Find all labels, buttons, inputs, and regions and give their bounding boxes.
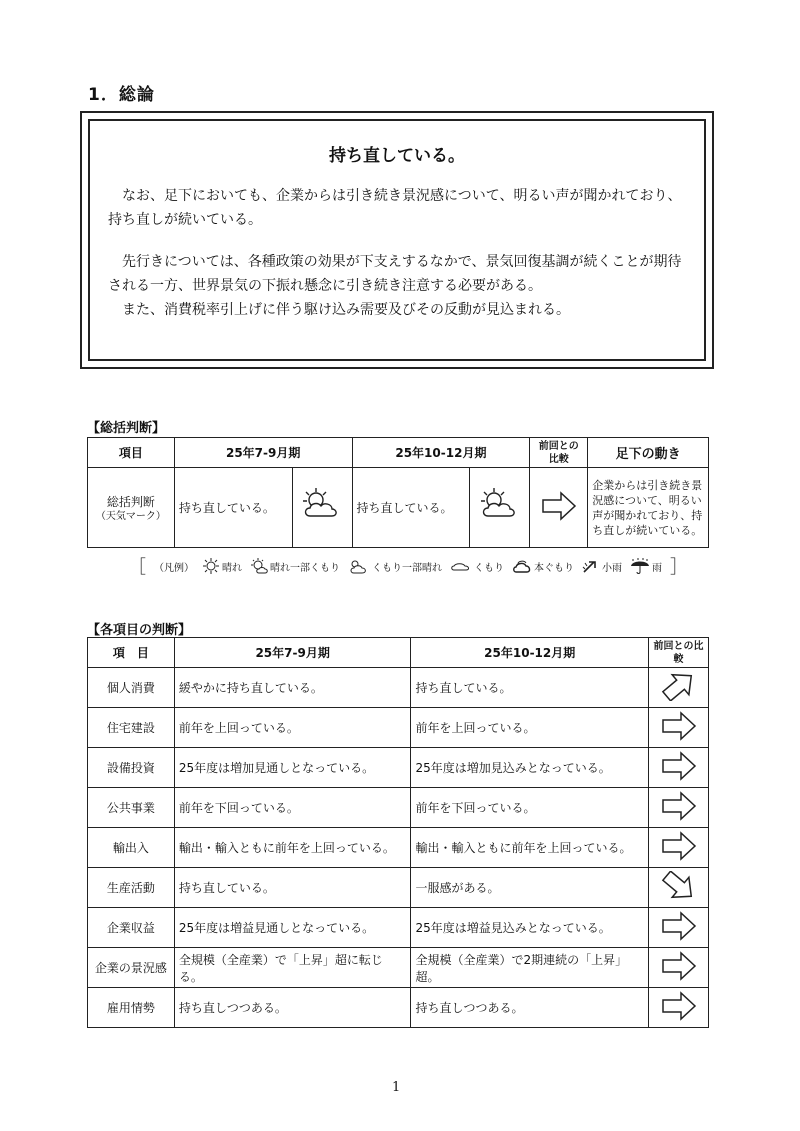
item-q1: 全規模（全産業）で「上昇」超に転じる。	[174, 948, 411, 988]
table-row	[88, 788, 709, 828]
heavy-cloud-icon	[512, 558, 532, 574]
legend-open: ［	[128, 557, 146, 578]
item-q2: 持ち直しつつある。	[411, 988, 649, 1028]
items-header-compare: 前回との比較	[649, 638, 709, 668]
legend-item: 小雨	[582, 558, 622, 574]
summary-box	[80, 111, 714, 369]
item-name: 個人消費	[88, 668, 175, 708]
item-q2: 持ち直している。	[411, 668, 649, 708]
table-row	[88, 908, 709, 948]
items-table	[87, 637, 709, 1028]
section-title: 1．総論	[88, 85, 155, 105]
summary-headline: 持ち直している。	[329, 146, 465, 166]
item-q1: 輸出・輸入ともに前年を上回っている。	[174, 828, 411, 868]
items-label: 【各項目の判断】	[87, 623, 192, 638]
item-q1: 持ち直しつつある。	[174, 988, 411, 1028]
right-arrow-icon	[649, 908, 709, 948]
legend-item: くもり一部晴れ	[348, 558, 442, 574]
overall-q1-text: 持ち直している。	[174, 468, 292, 548]
overall-item-sub: （天気マーク）	[95, 510, 166, 522]
item-name: 輸出入	[88, 828, 175, 868]
summary-inner	[88, 119, 706, 361]
item-q2: 前年を上回っている。	[411, 708, 649, 748]
cloud-partly-sunny-icon	[348, 558, 370, 574]
right-arrow-icon	[649, 788, 709, 828]
summary-paragraph-3: また、消費税率引上げに伴う駆け込み需要及びその反動が見込まれる。	[122, 302, 570, 318]
overall-header-q1: 25年7-9月期	[174, 438, 352, 468]
right-arrow-icon	[649, 708, 709, 748]
overall-now: 企業からは引き続き景況感について、明るい声が聞かれており、持ち直しが続いている。	[588, 468, 709, 548]
item-q2: 一服感がある。	[411, 868, 649, 908]
overall-item: 総括判断	[106, 494, 155, 509]
legend-item: 本ぐもり	[512, 558, 574, 574]
items-header-q2: 25年10-12月期	[411, 638, 649, 668]
right-arrow-icon	[530, 468, 588, 548]
table-row	[88, 708, 709, 748]
right-arrow-icon	[649, 828, 709, 868]
item-q1: 前年を上回っている。	[174, 708, 411, 748]
overall-header-now: 足下の動き	[588, 438, 709, 468]
right-arrow-icon	[649, 748, 709, 788]
page-number: 1	[392, 1080, 401, 1095]
item-q2: 全規模（全産業）で2期連続の「上昇」超。	[411, 948, 649, 988]
up-right-arrow-icon	[649, 668, 709, 708]
overall-table	[87, 437, 709, 548]
overall-item-cell	[88, 468, 175, 548]
item-q1: 緩やかに持ち直している。	[174, 668, 411, 708]
item-name: 企業収益	[88, 908, 175, 948]
overall-q2-text: 持ち直している。	[352, 468, 470, 548]
item-q2: 輸出・輸入ともに前年を上回っている。	[411, 828, 649, 868]
item-name: 生産活動	[88, 868, 175, 908]
summary-paragraph-2: 先行きについては、各種政策の効果が下支えするなかで、景気回復基調が続くことが期待される一方、世界景気の下振れ懸念に引き続き注意する必要がある。	[108, 254, 682, 294]
overall-header-q2: 25年10-12月期	[352, 438, 530, 468]
table-row	[88, 668, 709, 708]
overall-header-compare: 前回との比較	[530, 438, 588, 468]
legend	[128, 553, 688, 579]
sun-icon	[202, 558, 220, 574]
umbrella-rain-icon	[630, 558, 650, 574]
item-name: 設備投資	[88, 748, 175, 788]
item-q1: 25年度は増益見通しとなっている。	[174, 908, 411, 948]
item-name: 公共事業	[88, 788, 175, 828]
legend-item: くもり	[450, 559, 504, 574]
sun-behind-cloud-icon	[470, 468, 530, 548]
table-row	[88, 988, 709, 1028]
summary-paragraph-1: なお、足下においても、企業からは引き続き景況感について、明るい声が聞かれており、持ち直しが続いている。	[108, 188, 682, 228]
item-q1: 持ち直している。	[174, 868, 411, 908]
item-name: 住宅建設	[88, 708, 175, 748]
down-right-arrow-icon	[649, 868, 709, 908]
sun-partly-cloudy-icon	[250, 558, 268, 574]
item-q2: 25年度は増益見込みとなっている。	[411, 908, 649, 948]
sun-behind-cloud-icon	[292, 468, 352, 548]
items-header-item: 項 目	[88, 638, 175, 668]
table-row	[88, 868, 709, 908]
legend-label: （凡例）	[154, 562, 194, 574]
cloud-icon	[450, 560, 472, 572]
light-rain-icon	[582, 558, 600, 574]
table-row	[88, 948, 709, 988]
overall-header-item: 項目	[88, 438, 175, 468]
right-arrow-icon	[649, 988, 709, 1028]
overall-label: 【総括判断】	[87, 421, 166, 436]
legend-close: ］	[670, 557, 688, 578]
legend-item: 雨	[630, 558, 662, 574]
items-header-q1: 25年7-9月期	[174, 638, 411, 668]
item-name: 企業の景況感	[88, 948, 175, 988]
table-row	[88, 828, 709, 868]
item-name: 雇用情勢	[88, 988, 175, 1028]
item-q1: 25年度は増加見通しとなっている。	[174, 748, 411, 788]
legend-item: 晴れ一部くもり	[250, 558, 340, 574]
legend-item: 晴れ	[202, 558, 242, 574]
item-q2: 25年度は増加見込みとなっている。	[411, 748, 649, 788]
item-q1: 前年を下回っている。	[174, 788, 411, 828]
table-row	[88, 748, 709, 788]
right-arrow-icon	[649, 948, 709, 988]
item-q2: 前年を下回っている。	[411, 788, 649, 828]
